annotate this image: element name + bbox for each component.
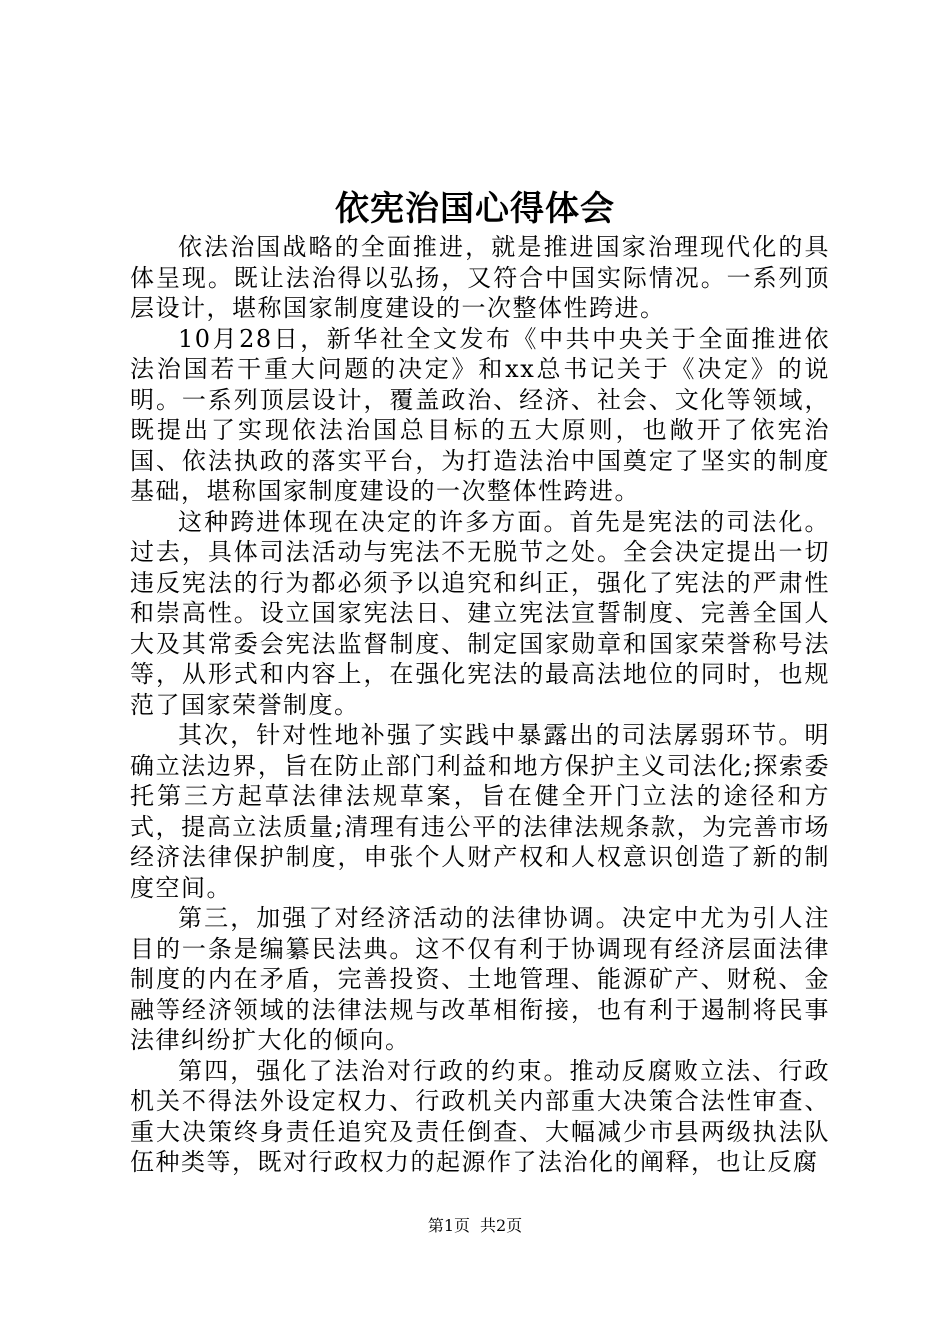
document-body <box>130 232 830 1178</box>
page-total: 共2页 <box>480 1216 523 1235</box>
paragraph-3: 这种跨进体现在决定的许多方面。首先是宪法的司法化。过去，具体司法活动与宪法不无脱节之处。全会决定提出一切违反宪法的行为都必须予以追究和纠正，强化了宪法的严肃性和崇高性。设立国家宪法日、建立宪法宣誓制度、完善全国人大及其常委会宪法监督制度、制定国家勋章和国家荣誉称号法等，从形式和内容上，在强化宪法的最高法地位的同时，也规范了国家荣誉制度。 <box>130 507 830 719</box>
page-number: 第1页 <box>427 1216 470 1235</box>
paragraph-5: 第三，加强了对经济活动的法律协调。决定中尤为引人注目的一条是编纂民法典。这不仅有利于协调现有经济层面法律制度的内在矛盾，完善投资、土地管理、能源矿产、财税、金融等经济领域的法律法规与改革相衔接，也有利于遏制将民事法律纠纷扩大化的倾向。 <box>130 904 830 1054</box>
document-title: 依宪治国心得体会 <box>335 189 615 229</box>
paragraph-2: 10月28日，新华社全文发布《中共中央关于全面推进依法治国若干重大问题的决定》和xx总书记关于《决定》的说明。一系列顶层设计，覆盖政治、经济、社会、文化等领域，既提出了实现依法治国总目标的五大原则，也敞开了依宪治国、依法执政的落实平台，为打造法治中国奠定了坚实的制度基础，堪称国家制度建设的一次整体性跨进。 <box>130 324 830 505</box>
paragraph-6: 第四，强化了法治对行政的约束。推动反腐败立法、行政机关不得法外设定权力、行政机关内部重大决策合法性审查、重大决策终身责任追究及责任倒查、大幅减少市县两级执法队伍种类等，既对行政权力的起源作了法治化的阐释，也让反腐 <box>130 1056 830 1176</box>
page-footer <box>0 1214 950 1238</box>
paragraph-4: 其次，针对性地补强了实践中暴露出的司法孱弱环节。明确立法边界，旨在防止部门利益和地方保护主义司法化;探索委托第三方起草法律法规草案，旨在健全开门立法的途径和方式，提高立法质量;清理有违公平的法律法规条款，为完善市场经济法律保护制度，申张个人财产权和人权意识创造了新的制度空间。 <box>130 721 830 902</box>
paragraph-1: 依法治国战略的全面推进，就是推进国家治理现代化的具体呈现。既让法治得以弘扬，又符合中国实际情况。一系列顶层设计，堪称国家制度建设的一次整体性跨进。 <box>130 233 830 322</box>
